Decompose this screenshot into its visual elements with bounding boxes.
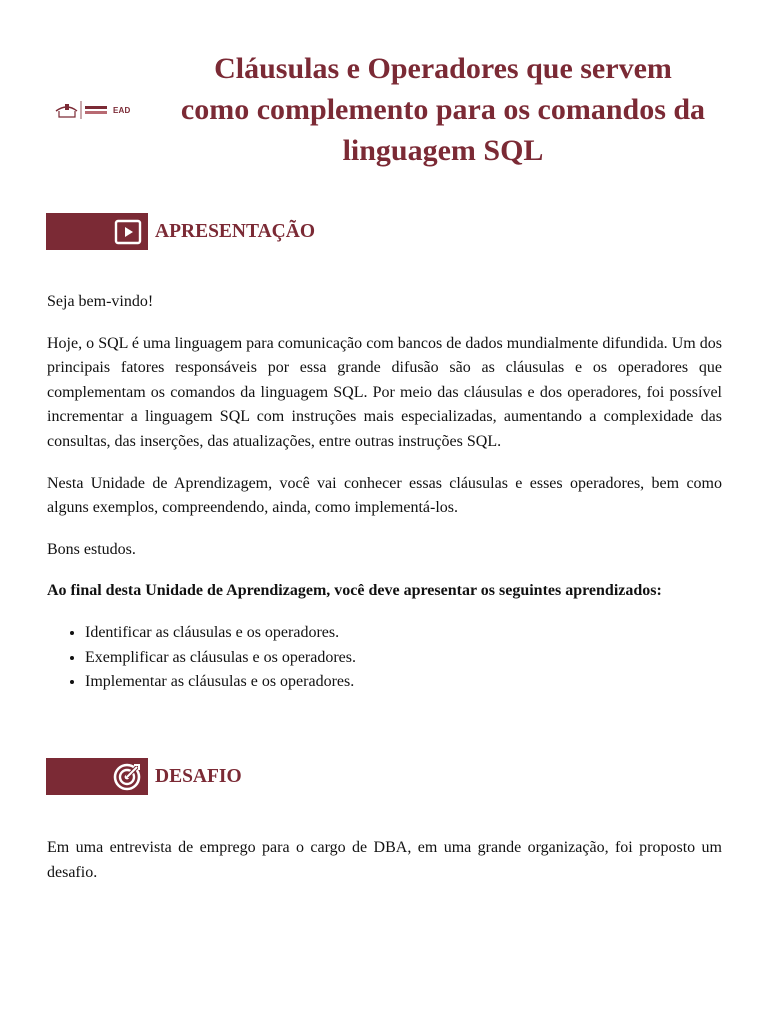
section-title-desafio: DESAFIO (155, 765, 242, 787)
crest-icon (53, 97, 109, 123)
section-header-apresentacao (46, 213, 315, 250)
list-item: • Identificar as cláusulas e os operadores. (85, 621, 722, 646)
apresentacao-body (47, 290, 722, 695)
play-icon (114, 219, 142, 245)
title-line-3: linguagem SQL (342, 134, 544, 167)
closing-text: Bons estudos. (47, 540, 136, 558)
university-logo (53, 97, 137, 123)
title-line-2: como complemento para os comandos da (180, 93, 706, 126)
section-bar (46, 758, 148, 795)
list-item: • Implementar as cláusulas e os operadores. (85, 670, 722, 695)
desafio-body (47, 836, 722, 885)
page-title (160, 48, 726, 171)
logo-ead-label: EAD (113, 105, 131, 115)
title-line-1: Cláusulas e Operadores que servem (214, 52, 672, 85)
section-header-desafio (46, 758, 242, 795)
section-bar (46, 213, 148, 250)
list-item: • Exemplificar as cláusulas e os operadores. (85, 646, 722, 671)
outcomes-heading: Ao final desta Unidade de Aprendizagem, você deve apresentar os seguintes aprendizados: (47, 582, 662, 600)
intro-paragraph: Hoje, o SQL é uma linguagem para comunicação com bancos de dados mundialmente difundida. Um dos principais fatores responsáveis por essa grande difusão são as cláusulas e os operadores que complementam os comandos da linguagem SQL. Por meio das cláusulas e dos operadores, foi possível incrementar a linguagem SQL com instruções mais especializadas, aumentando a complexidade das consultas, das inserções, das atualizações, entre outras instruções SQL. (47, 334, 722, 450)
outcomes-list (47, 621, 722, 695)
section-title-apresentacao: APRESENTAÇÃO (155, 220, 315, 242)
desafio-paragraph: Em uma entrevista de emprego para o cargo de DBA, em uma grande organização, foi proposto um desafio. (47, 839, 722, 881)
greeting-text: Seja bem-vindo! (47, 293, 154, 310)
unit-paragraph: Nesta Unidade de Aprendizagem, você vai conhecer essas cláusulas e esses operadores, bem como alguns exemplos, compreendendo, ainda, como implementá-los. (47, 474, 722, 517)
target-icon (112, 762, 142, 792)
